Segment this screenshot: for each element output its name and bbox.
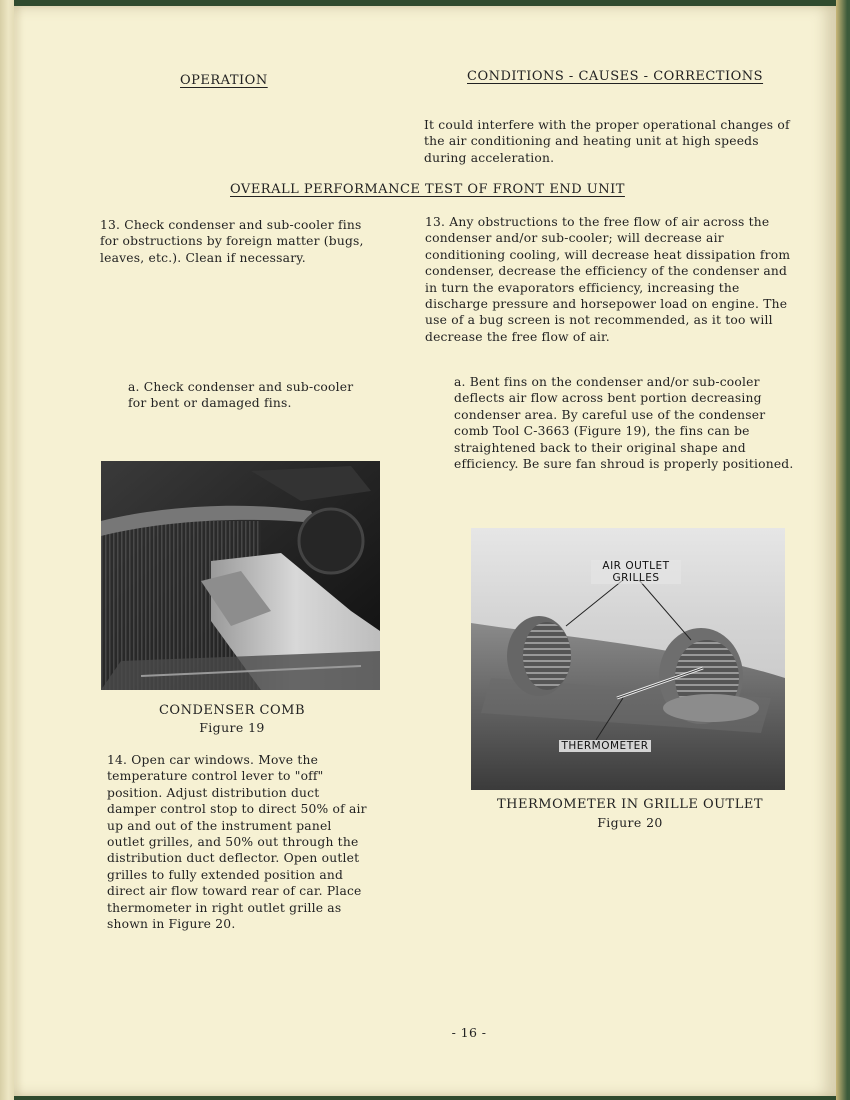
figure-19-caption: CONDENSER COMB <box>158 703 306 718</box>
step-13a-operation: a. Check condenser and sub-cooler for bent or damaged fins. <box>128 380 354 411</box>
intro-paragraph: It could interfere with the proper operational changes of the air conditioning and heating unit at high speeds during acceleration. <box>424 118 790 165</box>
page-number: - 16 - <box>451 1025 487 1040</box>
header-conditions: CONDITIONS - CAUSES - CORRECTIONS <box>467 69 764 84</box>
air-outlet-label-line1: AIR OUTLET <box>602 560 670 572</box>
page-edge-right <box>836 0 850 1100</box>
condenser-comb-image <box>101 461 380 690</box>
figure-20-photo <box>471 528 785 790</box>
figure-19-number: Figure 19 <box>199 720 265 735</box>
step-14-operation: 14. Open car windows. Move the temperature control lever to "off" position. Adjust distribution duct damper control stop to direct 50% of air up and out of the instrument panel outlet grilles, and 50% out through the distribution duct deflector. Open outlet grilles to fully extended position and direct air flow toward rear of car. Place thermometer in right outlet grille as shown in Figure 20. <box>107 753 367 932</box>
thermometer-label: THERMOMETER <box>559 740 651 752</box>
document-page <box>14 6 836 1096</box>
figure-20-number: Figure 20 <box>597 815 663 830</box>
page-edge-left <box>0 0 14 1100</box>
figure-20-caption: THERMOMETER IN GRILLE OUTLET <box>496 797 764 812</box>
step-13-operation: 13. Check condenser and sub-cooler fins for obstructions by foreign matter (bugs, leaves, etc.). Clean if necessary. <box>100 218 364 265</box>
section-title: OVERALL PERFORMANCE TEST OF FRONT END UNIT <box>230 182 625 197</box>
step-13-correction: 13. Any obstructions to the free flow of air across the condenser and/or sub-cooler; will decrease air conditioning cooling, will decrease heat dissipation from condenser, decrease the efficiency of the condenser and in turn the evaporators efficiency, increasing the discharge pressure and horsepower load on engine. The use of a bug screen is not recommended, as it too will decrease the free flow of air. <box>425 215 791 344</box>
air-outlet-label-line2: GRILLES <box>612 572 660 584</box>
air-outlet-grilles-label <box>591 560 681 584</box>
header-operation: OPERATION <box>180 73 268 88</box>
figure-19-photo <box>101 461 380 690</box>
step-13a-correction: a. Bent fins on the condenser and/or sub-cooler deflects air flow across bent portion decreasing condenser area. By careful use of the condenser comb Tool C-3663 (Figure 19), the fins can be straightened back to their original shape and efficiency. Be sure fan shroud is properly positioned. <box>454 375 794 472</box>
